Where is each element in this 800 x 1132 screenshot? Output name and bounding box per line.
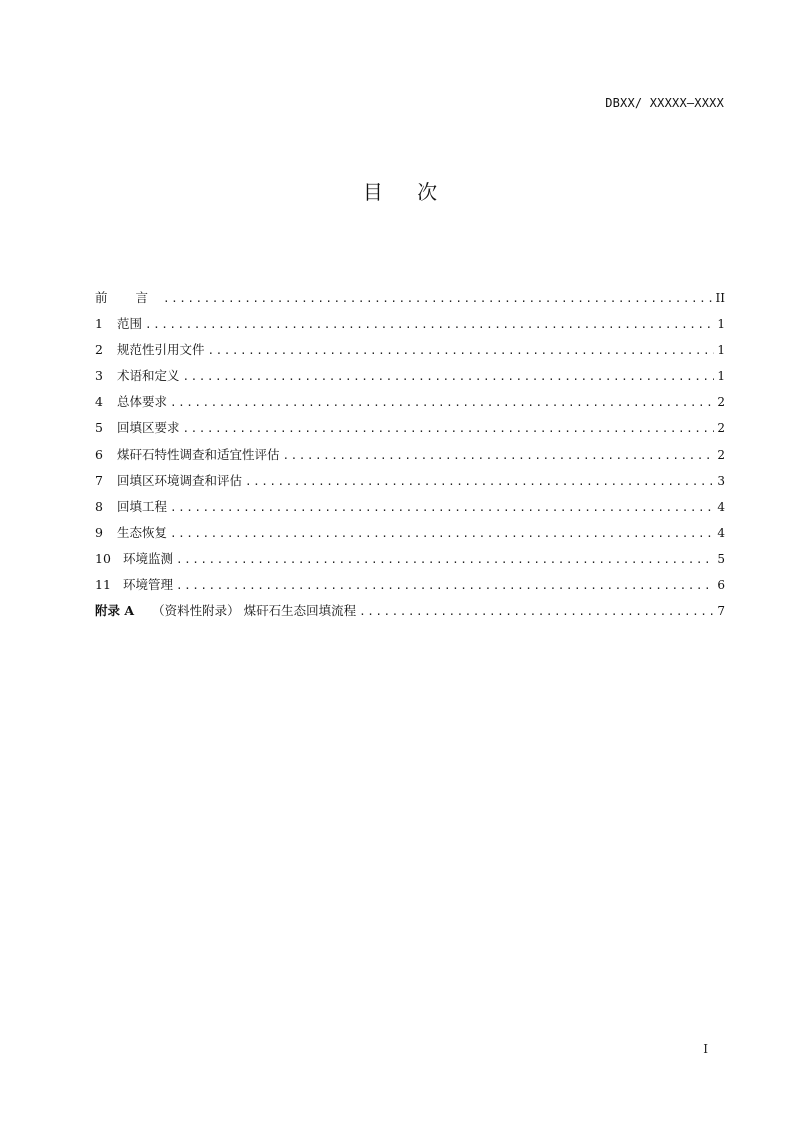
toc-entry-label: 总体要求 <box>117 394 168 410</box>
toc-dot-leader <box>245 474 714 490</box>
toc-entry[interactable] <box>95 551 725 577</box>
toc-entry-label: 术语和定义 <box>117 368 180 384</box>
toc-page-number: 1 <box>717 369 725 384</box>
toc-dot-leader <box>183 369 715 385</box>
toc-entry-label: 范围 <box>117 316 143 332</box>
toc-entry-label: 回填工程 <box>117 498 168 514</box>
toc-entry-number: 3 <box>95 368 103 384</box>
toc-entry-number: 5 <box>95 420 103 436</box>
toc-entry-label: 环境管理 <box>123 577 174 593</box>
toc-entry[interactable] <box>95 473 725 499</box>
toc-page-number: 4 <box>717 499 725 514</box>
toc-dot-leader <box>208 343 715 359</box>
toc-entry-label: 规范性引用文件 <box>117 342 205 358</box>
toc-dot-leader <box>170 526 714 542</box>
toc-entry-number: 1 <box>95 316 103 332</box>
toc-entry[interactable] <box>95 499 725 525</box>
toc-entry-number: 6 <box>95 446 103 462</box>
toc-entry[interactable] <box>95 420 725 446</box>
toc-entry-number: 4 <box>95 394 103 410</box>
toc-entry-number: 10 <box>95 550 111 566</box>
toc-page-number: 2 <box>717 421 725 436</box>
document-code: DBXX/ XXXXX—XXXX <box>605 96 724 110</box>
toc-entry[interactable] <box>95 342 725 368</box>
toc-entry[interactable] <box>95 577 725 603</box>
toc-entry-label: 前 言 <box>95 290 160 305</box>
toc-dot-leader <box>176 552 714 568</box>
toc-entry-label: 煤矸石特性调查和适宜性评估 <box>117 446 280 462</box>
toc-dot-leader <box>145 317 714 333</box>
toc-entry-label: 生态恢复 <box>117 524 168 540</box>
toc-dot-leader <box>170 395 714 411</box>
page-number: I <box>703 1042 708 1056</box>
toc-entry-label: 环境监测 <box>123 550 174 566</box>
toc-dot-leader <box>163 291 713 307</box>
toc-page-number: 7 <box>717 604 725 619</box>
toc-page-number: 1 <box>717 343 725 358</box>
annex-title: 煤矸石生态回填流程 <box>243 603 357 619</box>
toc-page-number: 2 <box>717 395 725 410</box>
toc-entry-number: 11 <box>95 577 111 593</box>
toc-dot-leader <box>170 500 714 516</box>
toc-entry-number: 8 <box>95 498 103 514</box>
toc-entry[interactable] <box>95 368 725 394</box>
toc-entry-label: 回填区要求 <box>117 420 180 436</box>
table-of-contents <box>95 290 725 629</box>
toc-entry-preface[interactable] <box>95 290 725 316</box>
toc-dot-leader <box>283 448 715 464</box>
toc-page-number: 4 <box>717 525 725 540</box>
toc-dot-leader <box>359 604 714 620</box>
toc-entry-number: 7 <box>95 472 103 488</box>
toc-page-number: 6 <box>717 578 725 593</box>
toc-entry[interactable] <box>95 394 725 420</box>
toc-entry-annex[interactable] <box>95 603 725 629</box>
toc-page-number: 5 <box>717 551 725 566</box>
toc-entry-label: 回填区环境调查和评估 <box>117 472 243 488</box>
annex-label: 附录 A <box>95 603 135 619</box>
toc-entry-number: 9 <box>95 524 103 540</box>
toc-page-number: 1 <box>717 317 725 332</box>
annex-type: （资料性附录） <box>152 603 240 619</box>
toc-entry[interactable] <box>95 525 725 551</box>
toc-page-number: II <box>715 291 725 305</box>
toc-entry-number: 2 <box>95 342 103 358</box>
toc-dot-leader <box>183 421 715 437</box>
page-title: 目 次 <box>362 180 452 204</box>
toc-dot-leader <box>176 578 714 594</box>
toc-page-number: 3 <box>717 473 725 488</box>
toc-page-number: 2 <box>717 447 725 462</box>
toc-entry[interactable] <box>95 447 725 473</box>
toc-entry[interactable] <box>95 316 725 342</box>
